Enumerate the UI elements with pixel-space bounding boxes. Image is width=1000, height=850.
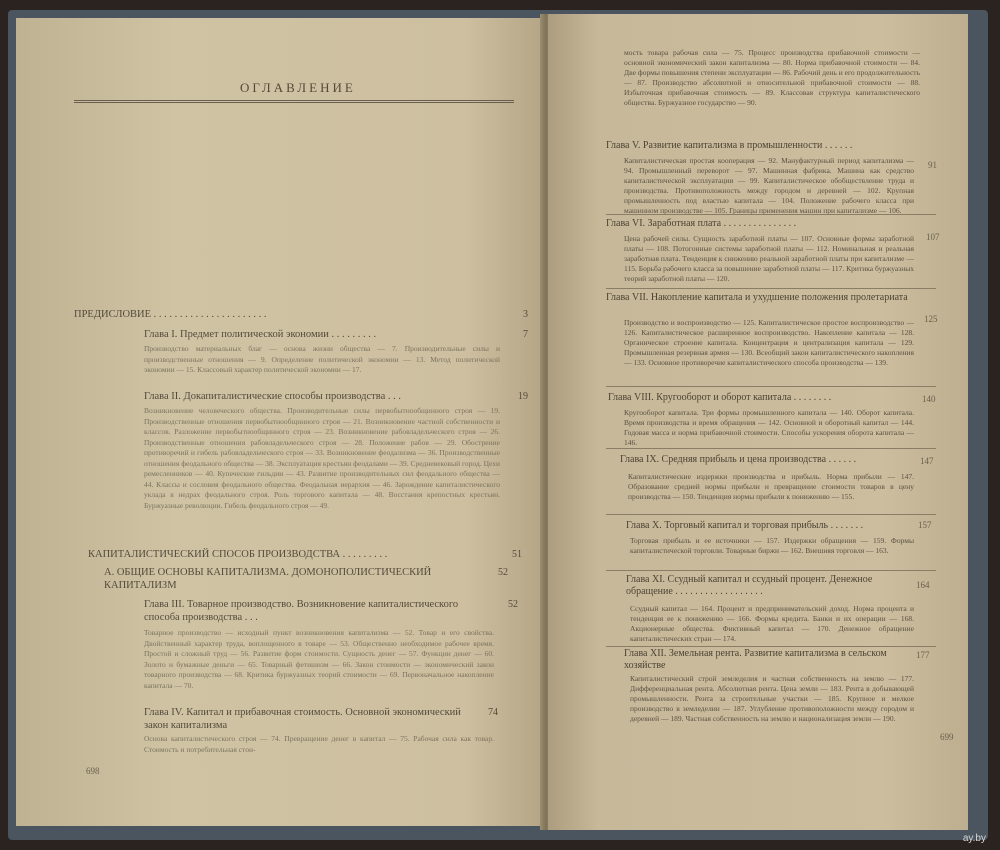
entry-label: Глава VIII. Кругооборот и оборот капитала . . . . . . . .: [608, 392, 832, 403]
entry-label: Глава VII. Накопление капитала и ухудшение положения пролетариата: [606, 292, 908, 303]
toc-sub-chapter-12: Капиталистический строй земледелия и частная собственность на землю — 177. Дифференциальная рента. Абсолютная рента. Цена земли — 183. Рента в добывающей промышленности. Рента за строительные участки — 185. Крупное и мелкое производство в земледелии — 187. Углубление противоположности между городом и деревней — 189. Частная собственность на землю и национализация земли — 190.: [630, 674, 914, 723]
divider: [606, 214, 936, 215]
entry-label: Глава V. Развитие капитализма в промышленности . . . . . .: [606, 140, 853, 151]
entry-label: Глава IV. Капитал и прибавочная стоимость. Основной экономический закон капитализма: [144, 707, 461, 731]
entry-page: 177: [916, 650, 930, 660]
watermark: ay.by: [962, 833, 986, 844]
toc-sub-chapter-7: Производство и воспроизводство — 125. Капиталистическое простое воспроизводство — 126. Капиталистическое расширенное воспроизводство. Накопление капитала — 128. Органическое строение капитала. Концентрация и централизация капитала — 129. Промышленная резервная армия — 130. Всеобщий закон капиталистического накопления — 133. Основное противоречие капиталистического способа производства — 139.: [624, 318, 914, 367]
toc-sub-chapter-4-continued: мость товара рабочая сила — 75. Процесс производства прибавочной стоимости — основной экономический закон капитализма — 80. Норма прибавочной стоимости — 84. Две формы повышения степени эксплуатации — 86. Рабочий день и его продолжительность — 87. Производство абсолютной и относительной прибавочной стоимости — 88. Избыточная прибавочная стоимость — 89. Классовая структура капиталистического общества. Буржуазное государство — 90.: [624, 48, 920, 107]
toc-sub-chapter-1: Производство материальных благ — основа жизни общества — 7. Производительные силы и производственные отношения — 9. Определение политической экономии — 13. Метод политической экономии — 15. Классовый характер политической экономии — 17.: [144, 344, 500, 374]
entry-label: А. ОБЩИЕ ОСНОВЫ КАПИТАЛИЗМА. ДОМОНОПОЛИСТИЧЕСКИЙ КАПИТАЛИЗМ: [104, 567, 432, 591]
entry-label: Глава II. Докапиталистические способы производства . . .: [144, 391, 401, 402]
divider: [606, 386, 936, 387]
entry-label: Глава IX. Средняя прибыль и цена производства . . . . . .: [620, 454, 857, 465]
toc-entry-chapter-8: [608, 392, 918, 404]
entry-page: 51: [512, 549, 522, 560]
entry-page: 125: [924, 314, 938, 324]
toc-sub-chapter-9: Капиталистические издержки производства и прибыль. Норма прибыли — 147. Образование средней нормы прибыли и превращение стоимости товаров в цену производства — 150. Тенденция нормы прибыли к понижению — 155.: [628, 472, 914, 501]
toc-sub-chapter-2: Возникновение человеческого общества. Производительные силы первобытнообщинного строя — 19. Производственные отношения первобытнообщинного строя — 21. Возникновение частной собственности и классов. Разложение первобытнообщинного строя — 23. Возникновение рабовладельческого строя — 26. Производственные отношения рабовладельческого строя — 28. Положение рабов — 29. Обострение противоречий и гибель рабовладельческого строя — 33. Возникновение феодализма — 36. Производственные отношения феодального общества — 38. Эксплуатация крестьян феодалами — 39. Средневековый город. Цехи ремесленников — 40. Купеческие гильдии — 43. Развитие производительных сил феодального общества — 44. Классы и сословия феодального общества. Феодальная иерархия — 46. Зарождение капиталистического уклада в недрах феодального строя. Роль торгового капитала — 48. Восстания крепостных крестьян. Буржуазные революции. Гибель феодального строя — 49.: [144, 406, 500, 510]
toc-sub-chapter-4: Основа капиталистического строя — 74. Превращение денег в капитал — 75. Рабочая сила как товар. Стоимость и потребительная стои-: [144, 734, 494, 754]
entry-page: 107: [926, 232, 940, 242]
entry-page: 157: [918, 520, 932, 530]
entry-label: Глава I. Предмет политической экономии . . . . . . . . .: [144, 329, 377, 340]
entry-page: 19: [518, 391, 528, 402]
entry-page: 91: [928, 160, 937, 170]
toc-entry-chapter-4: [144, 706, 498, 732]
toc-entry-preface: [74, 308, 528, 321]
entry-page: 164: [916, 580, 930, 590]
entry-page: 147: [920, 456, 934, 466]
entry-page: 74: [488, 707, 498, 718]
toc-entry-capitalist-mode: [88, 548, 522, 561]
entry-label: Глава VI. Заработная плата . . . . . . . . . . . . . . .: [606, 218, 797, 229]
entry-page: 52: [498, 567, 508, 578]
toc-sub-chapter-6: Цена рабочей силы. Сущность заработной платы — 107. Основные формы заработной платы — 108. Потогонные системы заработной платы — 112. Номинальная и реальная заработная плата. Тенденция к снижению реальной заработной платы при капитализме — 115. Борьба рабочего класса за повышение заработной платы — 117. Критика буржуазных теорий заработной платы — 120.: [624, 234, 914, 283]
right-page: [548, 14, 968, 830]
left-page: [16, 18, 544, 826]
entry-label: Глава III. Товарное производство. Возникновение капиталистического способа производства . . .: [144, 599, 459, 623]
toc-entry-chapter-6: [606, 218, 926, 230]
toc-entry-chapter-11: [626, 574, 914, 598]
divider: [606, 570, 936, 571]
toc-sub-chapter-5: Капиталистическая простая кооперация — 92. Мануфактурный период капитализма — 94. Промышленный переворот — 97. Машинная фабрика. Машина как средство капиталистической эксплуатации — 99. Капиталистическое обобществление труда и производства. Противоположность между городом и деревней — 102. Крупная промышленность под властью капитала — 104. Положение рабочего класса при машинном производстве — 105. Границы применения машин при капитализме — 106.: [624, 156, 914, 215]
toc-entry-chapter-5: [606, 140, 936, 152]
entry-page: 52: [508, 599, 518, 610]
toc-entry-section-a: [104, 566, 508, 592]
entry-label: КАПИТАЛИСТИЧЕСКИЙ СПОСОБ ПРОИЗВОДСТВА . . . . . . . . .: [88, 549, 388, 560]
toc-entry-chapter-1: [144, 328, 528, 341]
page-number-left: 698: [86, 766, 100, 776]
entry-page: 7: [523, 329, 528, 340]
page-number-right: 699: [940, 732, 954, 742]
toc-sub-chapter-10: Торговая прибыль и ее источники — 157. Издержки обращения — 159. Формы капиталистической торговли. Товарные биржи — 162. Внешняя торговля — 163.: [630, 536, 914, 555]
divider: [606, 514, 936, 515]
entry-label: ПРЕДИСЛОВИЕ . . . . . . . . . . . . . . . . . . . . . .: [74, 309, 267, 320]
title-rule: [74, 100, 514, 103]
toc-sub-chapter-11: Ссудный капитал — 164. Процент и предпринимательский доход. Норма процента и тенденция ее к понижению — 166. Формы кредита. Банки и их операции — 168. Акционерные общества. Фиктивный капитал — 170. Денежное обращение капиталистических стран — 174.: [630, 604, 914, 643]
toc-sub-chapter-3: Товарное производство — исходный пункт возникновения капитализма — 52. Товар и его свойства. Двойственный характер труда, воплощенного в товаре — 53. Общественно необходимое рабочее время. Простой и сложный труд — 56. Развитие форм стоимости. Сущность денег — 57. Функции денег — 60. Золото и бумажные деньги — 65. Товарный фетишизм — 66. Закон стоимости — экономический закон товарного производства — 68. Критика буржуазных теорий стоимости — 69. Первоначальное накопление капитала — 70.: [144, 628, 494, 690]
entry-label: Глава X. Торговый капитал и торговая прибыль . . . . . . .: [626, 520, 864, 531]
toc-entry-chapter-12: [624, 648, 914, 672]
entry-page: 140: [922, 394, 936, 404]
divider: [606, 448, 936, 449]
toc-sub-chapter-8: Кругооборот капитала. Три формы промышленного капитала — 140. Оборот капитала. Время производства и время обращения — 142. Основной и оборотный капитал — 144. Годовая масса и норма прибавочной стоимости. Способы ускорения оборота капитала — 146.: [624, 408, 914, 447]
entry-label: Глава XI. Ссудный капитал и ссудный процент. Денежное обращение . . . . . . . . . . . . . . . . . .: [626, 574, 873, 597]
toc-entry-chapter-7: [606, 292, 916, 304]
toc-entry-chapter-2: [144, 390, 528, 403]
divider: [606, 288, 936, 289]
entry-label: Глава XII. Земельная рента. Развитие капитализма в сельском хозяйстве: [624, 648, 887, 671]
contents-title: ОГЛАВЛЕНИЕ: [240, 80, 356, 95]
toc-entry-chapter-9: [620, 454, 920, 466]
toc-entry-chapter-3: [144, 598, 518, 624]
divider: [606, 646, 936, 647]
entry-page: 3: [523, 309, 528, 320]
toc-entry-chapter-10: [626, 520, 916, 532]
